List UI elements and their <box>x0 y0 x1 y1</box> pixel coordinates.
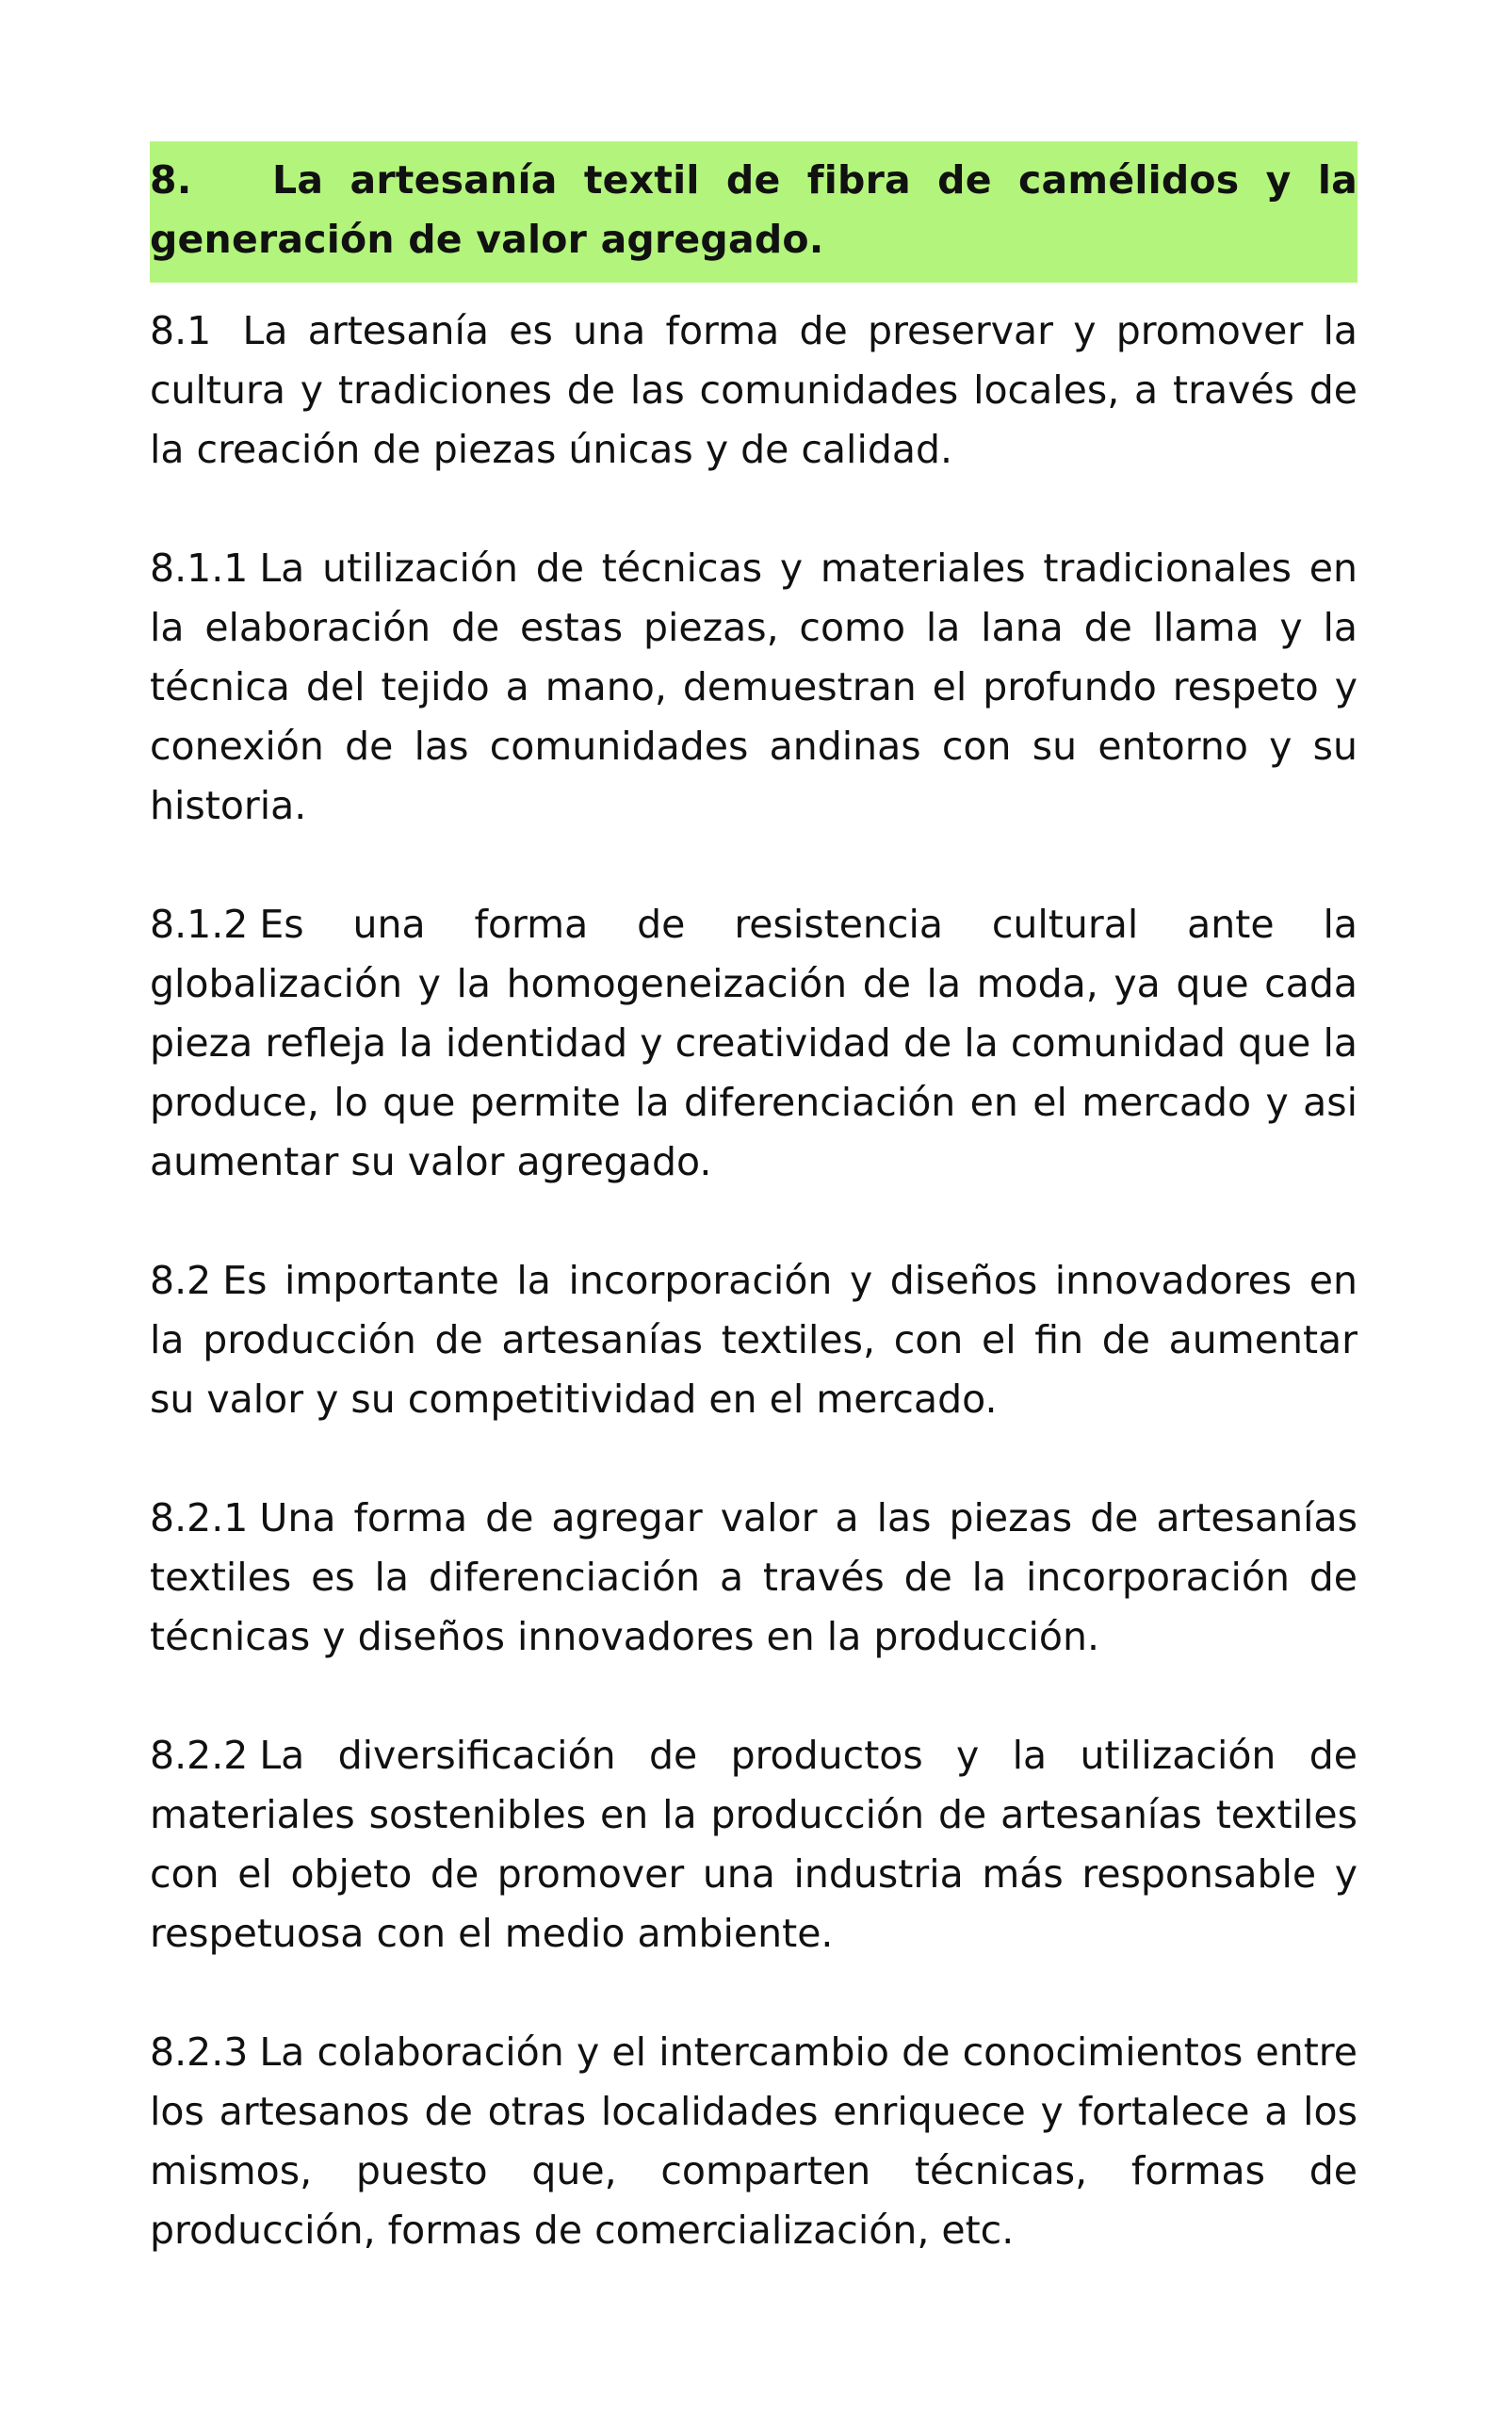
section-heading-highlight <box>150 141 1358 283</box>
paragraph-text: La artesanía es una forma de preservar y promover la cultura y tradiciones de las comunidades locales, a través de la creación de piezas únicas y de calidad. <box>150 308 1358 472</box>
paragraph-text: La diversificación de productos y la utilización de materiales sostenibles en la producción de artesanías textiles con el objeto de promover una industria más responsable y respetuosa con el medio ambiente. <box>150 1733 1358 1956</box>
paragraph-text: Es una forma de resistencia cultural ante la globalización y la homogeneización de la moda, ya que cada pieza refleja la identidad y creatividad de la comunidad que la produce, lo que permite la diferenciación en el mercado y asi aumentar su valor agregado. <box>150 902 1358 1184</box>
paragraph-text: La utilización de técnicas y materiales tradicionales en la elaboración de estas piezas, como la lana de llama y la técnica del tejido a mano, demuestran el profundo respeto y conexión de las comunidades andinas con su entorno y su historia. <box>150 546 1358 828</box>
paragraph-8-2-1 <box>150 1489 1358 1667</box>
paragraph-number: 8.1.2 <box>150 902 249 947</box>
section-heading <box>150 151 1358 269</box>
document-page <box>150 141 1358 2320</box>
paragraph-8-1-2 <box>150 895 1358 1192</box>
paragraph-number: 8.1.1 <box>150 546 249 591</box>
section-number: 8. <box>150 157 192 203</box>
paragraph-8-2-3 <box>150 2023 1358 2260</box>
paragraph-number: 8.2.1 <box>150 1495 249 1540</box>
paragraph-8-2 <box>150 1251 1358 1429</box>
paragraph-number: 8.2.3 <box>150 2029 249 2075</box>
section-title: La artesanía textil de fibra de camélidos y la generación de valor agregado. <box>150 157 1358 262</box>
paragraph-number: 8.2 <box>150 1258 212 1303</box>
paragraph-8-1 <box>150 302 1358 480</box>
paragraph-text: Una forma de agregar valor a las piezas de artesanías textiles es la diferenciación a través de la incorporación de técnicas y diseños innovadores en la producción. <box>150 1495 1358 1659</box>
paragraph-text: La colaboración y el intercambio de conocimientos entre los artesanos de otras localidades enriquece y fortalece a los mismos, puesto que, comparten técnicas, formas de producción, formas de comercialización, etc. <box>150 2029 1358 2253</box>
paragraph-8-1-1 <box>150 539 1358 836</box>
paragraph-text: Es importante la incorporación y diseños innovadores en la producción de artesanías textiles, con el fin de aumentar su valor y su competitividad en el mercado. <box>150 1258 1358 1422</box>
paragraph-8-2-2 <box>150 1726 1358 1964</box>
paragraph-number: 8.1 <box>150 308 212 353</box>
paragraph-number: 8.2.2 <box>150 1733 249 1778</box>
